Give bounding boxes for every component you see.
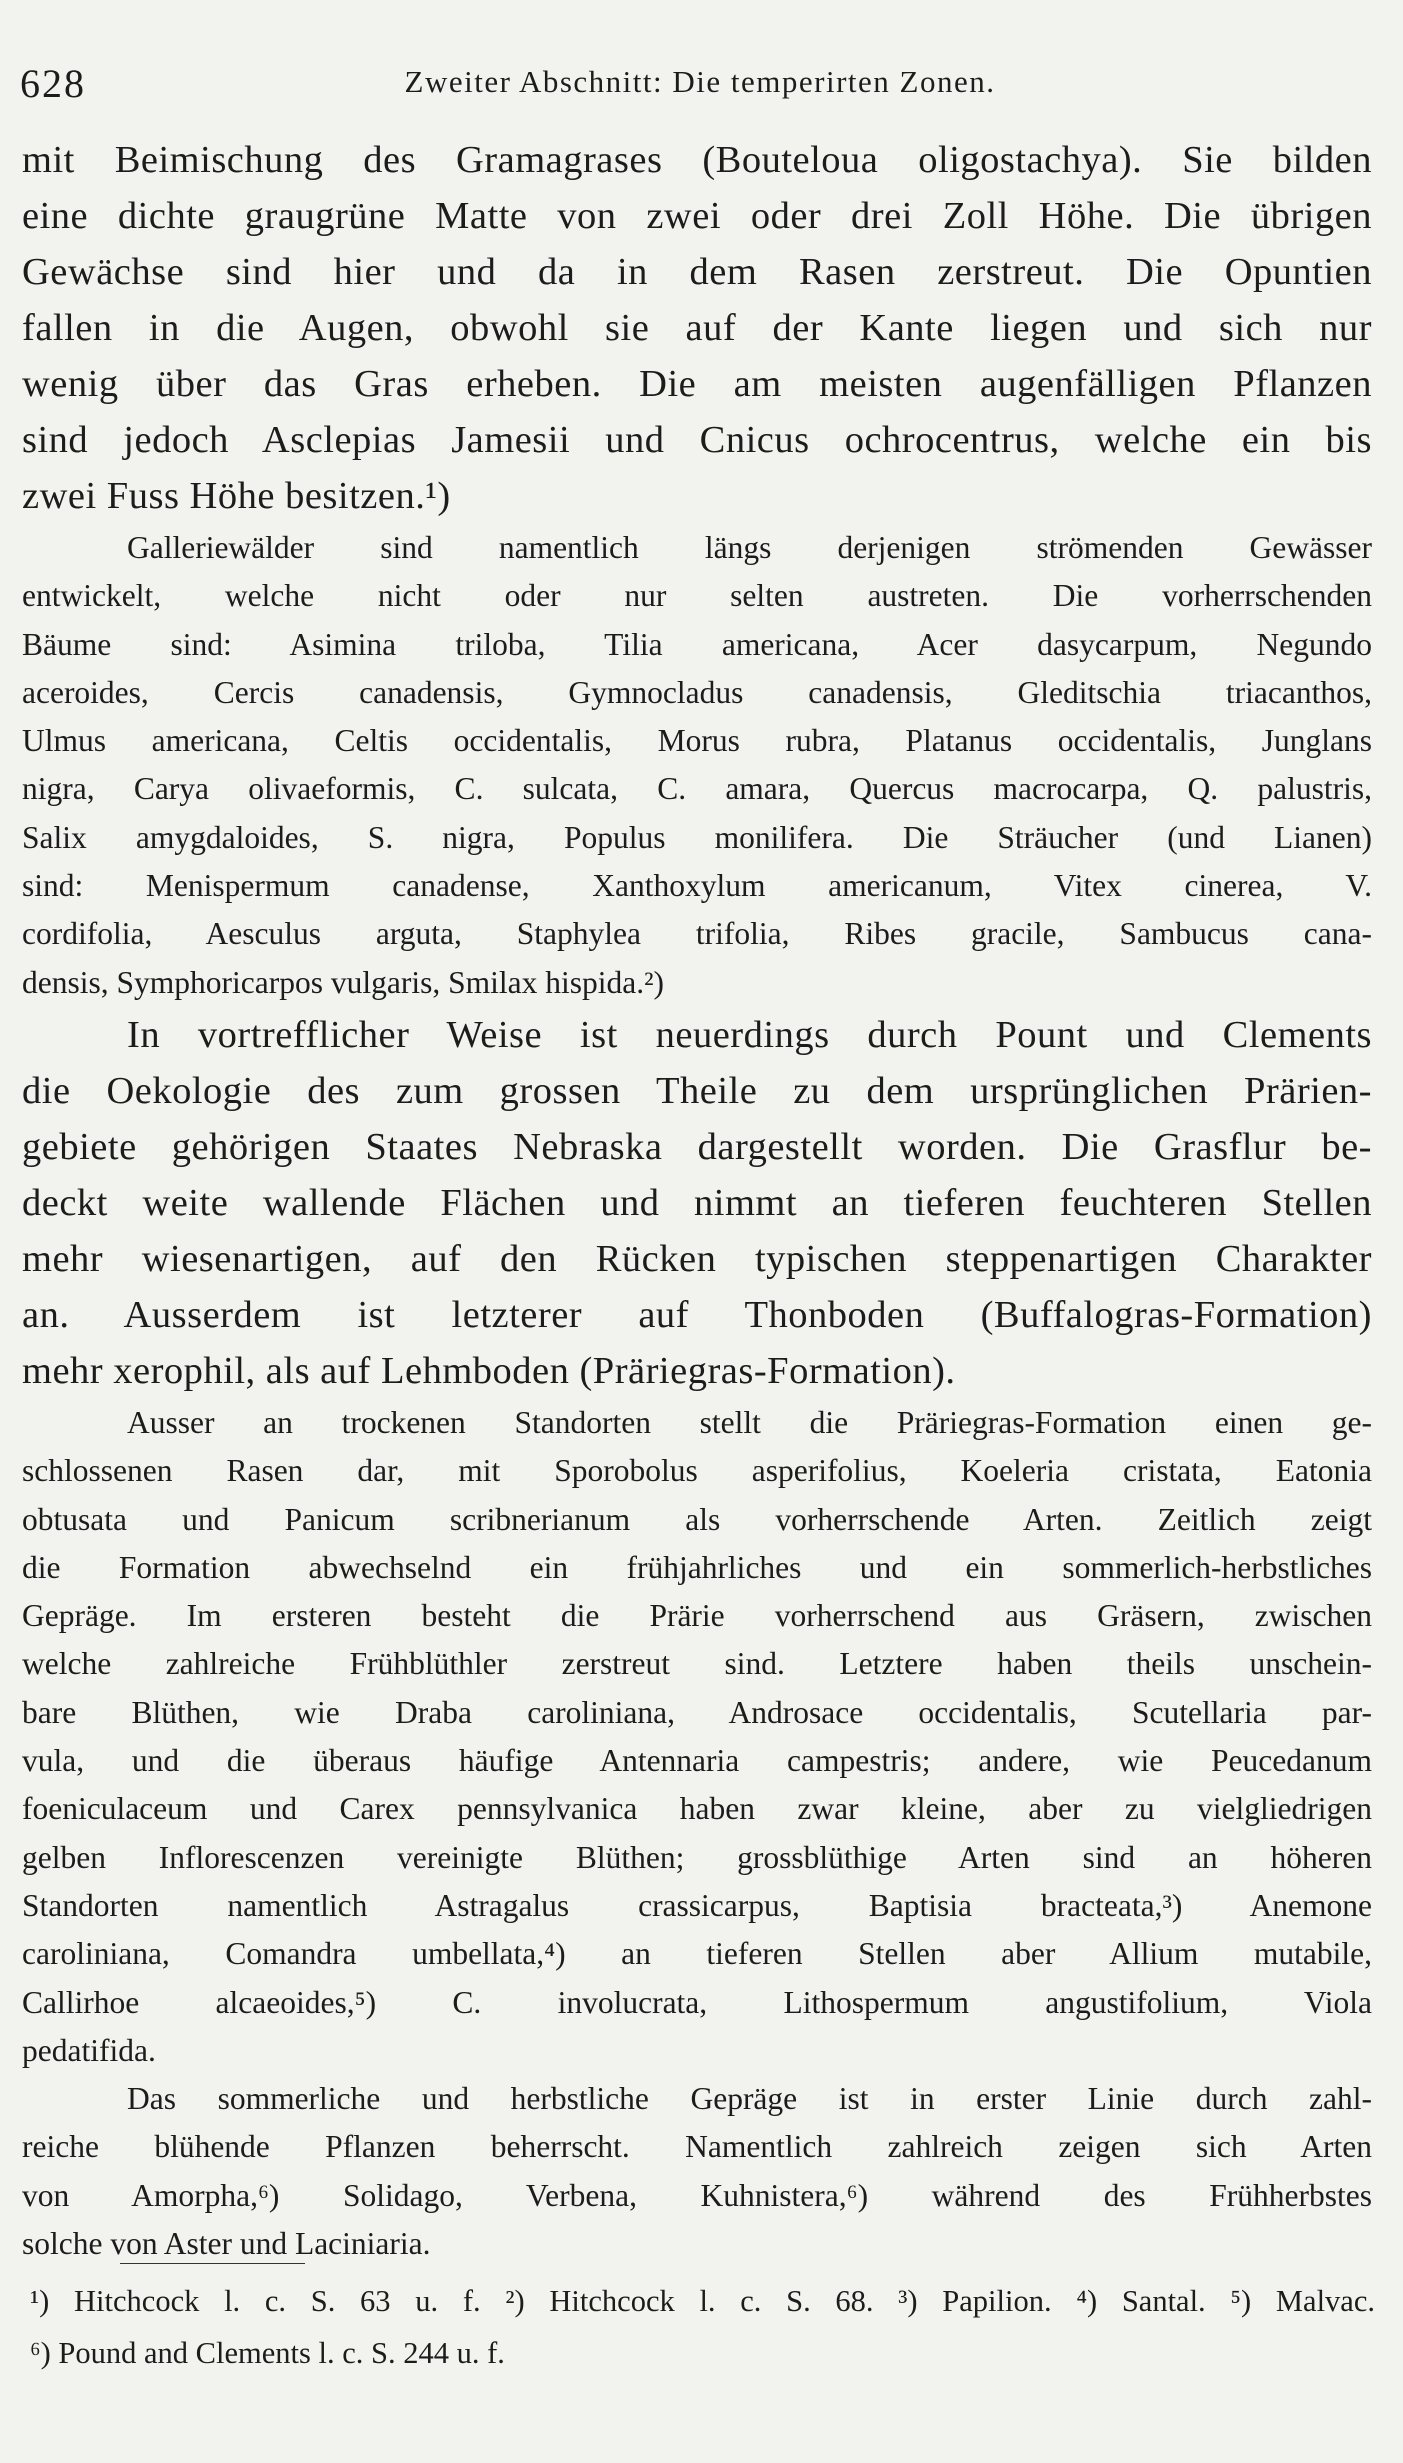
footnote-line <box>30 2275 1375 2327</box>
footnote-3: ³) Papilion. <box>898 2284 1052 2318</box>
footnotes <box>30 2275 1375 2379</box>
text-line: sind: Menispermum canadense, Xanthoxylum americanum, Vitex cinerea, V. <box>22 868 1372 904</box>
text-line: Gepräge. Im ersteren besteht die Prärie vorherrschend aus Gräsern, zwischen <box>22 1598 1372 1634</box>
text-line: gebiete gehörigen Staates Nebraska dargestellt worden. Die Grasflur be- <box>22 1125 1372 1168</box>
text-line: Callirhoe alcaeoides,⁵) C. involucrata, Lithospermum angustifolium, Viola <box>22 1984 1372 2020</box>
text-line: Ausser an trockenen Standorten stellt die Präriegras-Formation einen ge- <box>127 1404 1372 1440</box>
footnote-5: ⁵) Malvac. <box>1230 2284 1375 2318</box>
text-line: gelben Inflorescenzen vereinigte Blüthen; grossblüthige Arten sind an höheren <box>22 1839 1372 1875</box>
text-line: entwickelt, welche nicht oder nur selten austreten. Die vorherrschenden <box>22 578 1372 614</box>
text-line: densis, Symphoricarpos vulgaris, Smilax hispida.²) <box>22 964 665 1000</box>
footnote-6: ⁶) Pound and Clements l. c. S. 244 u. f. <box>30 2336 505 2370</box>
text-line: nigra, Carya olivaeformis, C. sulcata, C. amara, Quercus macrocarpa, Q. palustris, <box>22 771 1372 807</box>
text-line: Ulmus americana, Celtis occidentalis, Morus rubra, Platanus occidentalis, Junglans <box>22 723 1372 759</box>
footnote-4: ⁴) Santal. <box>1076 2284 1206 2318</box>
text-line: sind jedoch Asclepias Jamesii und Cnicus ochrocentrus, welche ein bis <box>22 419 1372 461</box>
text-line: mit Beimischung des Gramagrases (Bouteloua oligostachya). Sie bilden <box>22 139 1372 181</box>
text-line: von Amorpha,⁶) Solidago, Verbena, Kuhnistera,⁶) während des Frühherbstes <box>22 2177 1372 2213</box>
text-line: obtusata und Panicum scribnerianum als vorherrschende Arten. Zeitlich zeigt <box>22 1501 1372 1537</box>
text-line: Bäume sind: Asimina triloba, Tilia americana, Acer dasycarpum, Negundo <box>22 626 1372 662</box>
text-line: deckt weite wallende Flächen und nimmt an tieferen feuchteren Stellen <box>22 1181 1372 1224</box>
text-line: Gewächse sind hier und da in dem Rasen zerstreut. Die Opuntien <box>22 251 1372 293</box>
text-line: vula, und die überaus häufige Antennaria campestris; andere, wie Peucedanum <box>22 1743 1372 1779</box>
text-line: aceroides, Cercis canadensis, Gymnocladus canadensis, Gleditschia triacanthos, <box>22 674 1372 710</box>
text-line: schlossenen Rasen dar, mit Sporobolus asperifolius, Koeleria cristata, Eatonia <box>22 1453 1372 1489</box>
text-line: Salix amygdaloides, S. nigra, Populus monilifera. Die Sträucher (und Lianen) <box>22 819 1372 855</box>
text-line: mehr xerophil, als auf Lehmboden (Präriegras-Formation). <box>22 1349 956 1392</box>
text-line: Galleriewälder sind namentlich längs derjenigen strömenden Gewässer <box>127 530 1372 565</box>
page-number: 628 <box>20 61 86 106</box>
paragraph <box>22 1007 1372 1399</box>
text-line: caroliniana, Comandra umbellata,⁴) an tieferen Stellen aber Allium mutabile, <box>22 1936 1372 1972</box>
paragraph <box>22 524 1372 1007</box>
text-line: zwei Fuss Höhe besitzen.¹) <box>22 475 451 517</box>
text-line: wenig über das Gras erheben. Die am meisten augenfälligen Pflanzen <box>22 363 1372 405</box>
text-line: reiche blühende Pflanzen beherrscht. Namentlich zahlreich zeigen sich Arten <box>22 2129 1372 2165</box>
text-line: Standorten namentlich Astragalus crassicarpus, Baptisia bracteata,³) Anemone <box>22 1887 1372 1923</box>
text-line: In vortrefflicher Weise ist neuerdings durch Pount und Clements <box>127 1013 1372 1056</box>
running-head: Zweiter Abschnitt: Die temperirten Zonen. <box>404 64 996 99</box>
text-line: cordifolia, Aesculus arguta, Staphylea trifolia, Ribes gracile, Sambucus cana- <box>22 916 1372 952</box>
text-line: Das sommerliche und herbstliche Gepräge ist in erster Linie durch zahl- <box>127 2081 1372 2117</box>
footnote-2: ²) Hitchcock l. c. S. 68. <box>505 2284 874 2318</box>
text-line: bare Blüthen, wie Draba caroliniana, Androsace occidentalis, Scutellaria par- <box>22 1694 1372 1730</box>
paragraph <box>22 132 1372 524</box>
text-line: solche von Aster und Laciniaria. <box>22 2226 431 2262</box>
text-line: fallen in die Augen, obwohl sie auf der Kante liegen und sich nur <box>22 307 1372 349</box>
text-line: die Oekologie des zum grossen Theile zu dem ursprünglichen Prärien- <box>22 1069 1372 1112</box>
paragraph <box>22 1399 1372 2075</box>
text-line: mehr wiesenartigen, auf den Rücken typischen steppenartigen Charakter <box>22 1237 1372 1280</box>
text-line: eine dichte graugrüne Matte von zwei oder drei Zoll Höhe. Die übrigen <box>22 195 1372 237</box>
text-line: pedatifida. <box>22 2032 156 2068</box>
page-header <box>20 52 1380 112</box>
text-line: an. Ausserdem ist letzterer auf Thonboden (Buffalogras-Formation) <box>22 1293 1372 1336</box>
text-line: foeniculaceum und Carex pennsylvanica haben zwar kleine, aber zu vielgliedrigen <box>22 1791 1372 1827</box>
text-line: welche zahlreiche Frühblüthler zerstreut sind. Letztere haben theils unschein- <box>22 1646 1372 1682</box>
main-text <box>22 132 1372 2268</box>
footnote-rule <box>120 2263 305 2264</box>
paragraph <box>22 2075 1372 2268</box>
footnote-1: ¹) Hitchcock l. c. S. 63 u. f. <box>30 2284 481 2318</box>
text-line: die Formation abwechselnd ein frühjahrliches und ein sommerlich-herbstliches <box>22 1549 1372 1585</box>
